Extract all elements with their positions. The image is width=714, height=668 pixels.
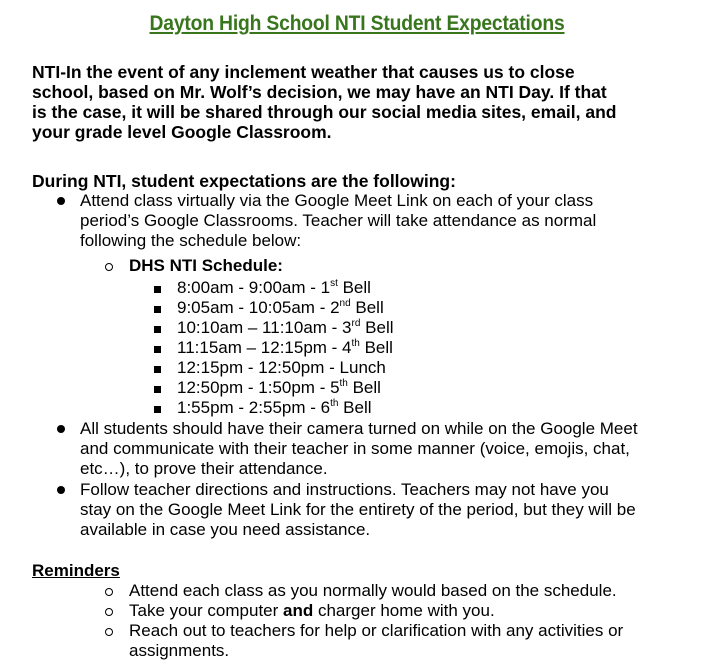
intro-line: school, based on Mr. Wolf’s decision, we may have an NTI Day. If that [32,82,607,102]
square-bullet-icon [154,346,161,353]
ordinal-suffix: rd [351,318,361,329]
reminder-text: Take your computer [129,601,284,620]
square-bullet-icon [154,306,161,313]
ordinal-suffix: st [330,278,338,289]
schedule-item [177,318,394,338]
square-bullet-icon [154,386,161,393]
schedule-time: 10:10am – 11:10am - 3 [177,318,352,337]
square-bullet-icon [154,286,161,293]
square-bullet-icon [154,366,161,373]
bullet-icon [57,197,65,205]
bullet-text: Follow teacher directions and instructions. Teachers may not have you [80,480,609,499]
square-bullet-icon [154,406,161,413]
bullet-text: etc…), to prove their attendance. [80,459,328,478]
schedule-heading: DHS NTI Schedule: [129,256,283,275]
schedule-bell: Bell [337,278,371,297]
reminder-item: assignments. [129,641,230,660]
schedule-time: 8:00am - 9:00am - 1 [177,278,331,297]
reminder-item: Reach out to teachers for help or clarification with any activities or [129,621,624,640]
reminder-item: Attend each class as you normally would based on the schedule. [129,581,617,600]
schedule-item [177,398,372,418]
schedule-item [177,298,384,318]
schedule-bell: Bell [347,378,381,397]
circle-bullet-icon [105,588,113,596]
bullet-text: available in case you need assistance. [80,520,371,539]
schedule-time: 12:15pm - 12:50pm - Lunch [177,358,386,377]
reminder-item [129,601,495,621]
intro-line: NTI-In the event of any inclement weather that causes us to close [32,62,575,82]
bullet-text: stay on the Google Meet Link for the entirety of the period, but they will be [80,500,636,519]
schedule-time: 1:55pm - 2:55pm - 6 [177,398,331,417]
bullet-text: and communicate with their teacher in some manner (voice, emojis, chat, [80,439,630,458]
intro-line: is the case, it will be shared through our social media sites, email, and [32,102,617,122]
page-title: Dayton High School NTI Student Expectations [149,12,565,35]
schedule-item [177,378,381,398]
schedule-bell: Bell [359,338,393,357]
ordinal-suffix: th [339,378,348,389]
ordinal-suffix: th [351,338,360,349]
schedule-bell: Bell [338,398,372,417]
circle-bullet-icon [105,263,113,271]
bullet-text: following the schedule below: [80,231,302,250]
section-heading: During NTI, student expectations are the following: [32,171,456,191]
bullet-icon [57,425,65,433]
circle-bullet-icon [105,628,113,636]
reminders-heading: Reminders [32,561,120,580]
schedule-item [177,358,386,378]
circle-bullet-icon [105,608,113,616]
square-bullet-icon [154,326,161,333]
reminder-bold: and [283,601,314,620]
bullet-text: Attend class virtually via the Google Meet Link on each of your class [80,191,594,210]
ordinal-suffix: nd [339,298,351,309]
schedule-item [177,338,393,358]
bullet-text: period’s Google Classrooms. Teacher will take attendance as normal [80,211,597,230]
schedule-item [177,278,371,298]
schedule-time: 12:50pm - 1:50pm - 5 [177,378,340,397]
schedule-bell: Bell [360,318,394,337]
ordinal-suffix: th [330,398,339,409]
intro-line: your grade level Google Classroom. [32,122,332,142]
bullet-icon [57,486,65,494]
schedule-bell: Bell [350,298,384,317]
reminder-text: charger home with you. [313,601,495,620]
bullet-text: All students should have their camera turned on while on the Google Meet [80,419,638,438]
schedule-time: 11:15am – 12:15pm - 4 [177,338,352,357]
schedule-time: 9:05am - 10:05am - 2 [177,298,340,317]
